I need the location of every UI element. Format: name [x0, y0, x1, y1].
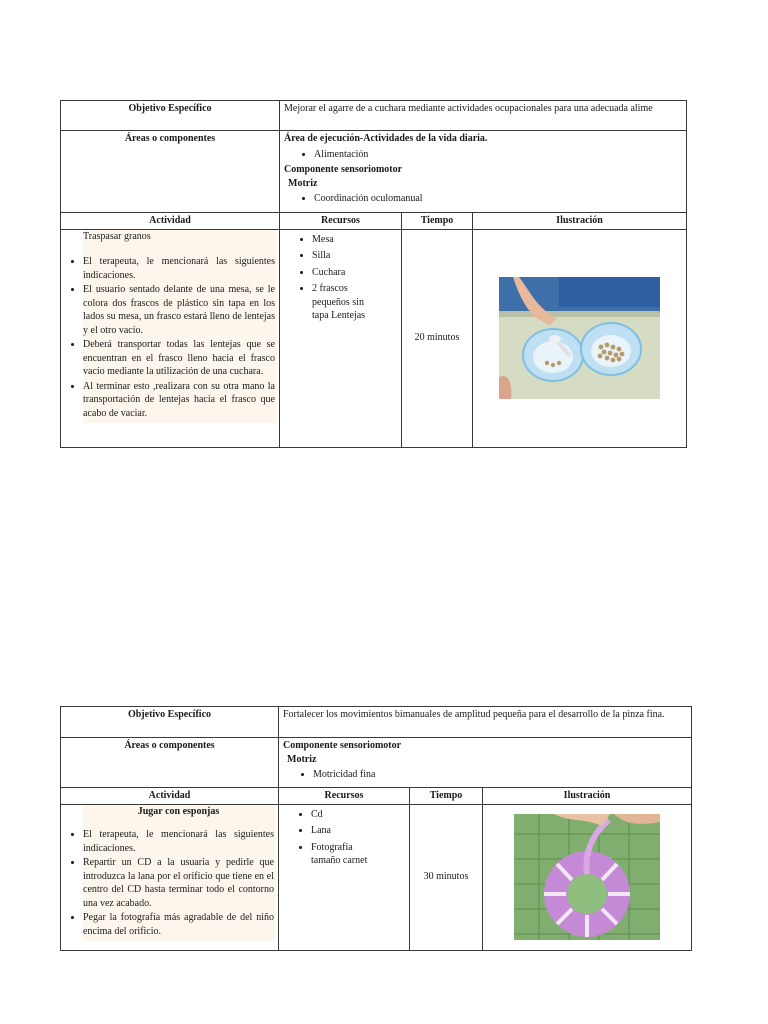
illustration-cell — [483, 804, 692, 950]
area-item: • Alimentación — [314, 148, 682, 162]
activity-step: • Repartir un CD a la usuaria y pedirle que introduzca la lana por el orificio que tiene en el centro del CD hasta terminar todo el contorno una vez acabado. — [83, 856, 274, 910]
activity-title: Jugar con esponjas — [137, 805, 220, 817]
component-title: Componente sensoriomotor — [284, 164, 403, 175]
activity-step: • El terapeuta, le mencionará las siguientes indicaciones. — [83, 255, 275, 282]
activity-table-1 — [60, 100, 687, 448]
sub-item: • Motricidad fina — [313, 768, 687, 782]
areas-content — [279, 738, 692, 788]
time-value: 20 minutos — [414, 332, 460, 344]
illustration-cell — [473, 229, 687, 447]
activity-step: • Al terminar esto ,realizara con su otra mano la transportación de lentejas hacia el frasco que acabo de vaciar. — [83, 380, 275, 421]
col-time: Tiempo — [410, 788, 483, 805]
activity-cell — [61, 804, 279, 950]
component-title: Componente sensoriomotor — [283, 740, 402, 751]
areas-label: Áreas o componentes — [61, 738, 279, 788]
bowls-lentils-photo — [499, 277, 660, 399]
activity-table-2 — [60, 706, 692, 951]
time-cell — [402, 229, 473, 447]
objective-label: Objetivo Específico — [61, 707, 279, 738]
resource-item: • Mesa — [312, 233, 397, 247]
sub-item: • Coordinación oculomanual — [314, 192, 682, 206]
activity-step: • El usuario sentado delante de una mesa, se le colora dos frascos de plástico sin tapa en los lados su mesa, un frasco estará lleno de lentejas y el otro vacío. — [83, 283, 275, 337]
activity-cell — [61, 229, 280, 447]
resource-item: • Fotografía tamaño carnet — [311, 841, 381, 868]
areas-label: Áreas o componentes — [61, 131, 280, 213]
objective-label: Objetivo Específico — [61, 101, 280, 131]
time-cell — [410, 804, 483, 950]
col-time: Tiempo — [402, 213, 473, 230]
resource-item: • Silla — [312, 249, 397, 263]
activity-step: • El terapeuta, le mencionará las siguientes indicaciones. — [83, 828, 274, 855]
areas-content — [280, 131, 687, 213]
col-resources: Recursos — [280, 213, 402, 230]
sub-title: Motriz — [287, 753, 317, 765]
area-title: Área de ejecución-Actividades de la vida diaria. — [284, 133, 488, 144]
resources-cell — [280, 229, 402, 447]
resource-item: • Cd — [311, 808, 405, 822]
col-illustration: Ilustración — [473, 213, 687, 230]
time-value: 30 minutos — [423, 871, 469, 883]
cd-yarn-photo — [514, 814, 660, 940]
resource-item: • 2 frascos pequeños sin tapa Lentejas — [312, 282, 382, 323]
objective-text: Mejorar el agarre de a cuchara mediante actividades ocupacionales para una adecuada alime — [280, 101, 687, 131]
col-activity: Actividad — [61, 213, 280, 230]
col-activity: Actividad — [61, 788, 279, 805]
resource-item: • Lana — [311, 824, 405, 838]
col-illustration: Ilustración — [483, 788, 692, 805]
activity-step: • Pegar la fotografía más agradable de del niño encima del orificio. — [83, 911, 274, 938]
resource-item: • Cuchara — [312, 266, 397, 280]
activity-title: Traspasar granos — [83, 230, 151, 242]
resources-cell — [279, 804, 410, 950]
objective-text: Fortalecer los movimientos bimanuales de amplitud pequeña para el desarrollo de la pinza fina. — [279, 707, 692, 738]
activity-step: • Deberá transportar todas las lentejas que se encuentran en el frasco lleno hacia el frasco vacío mediante la utilización de una cuchara. — [83, 338, 275, 379]
col-resources: Recursos — [279, 788, 410, 805]
sub-title: Motriz — [288, 177, 318, 189]
